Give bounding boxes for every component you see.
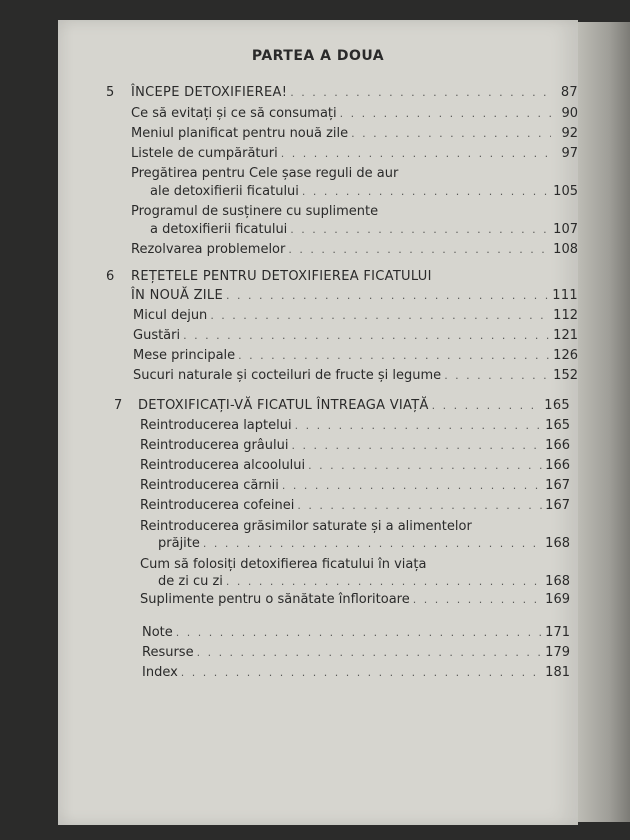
back-matter-entry: Note . . . 171 [142,625,570,640]
toc-entry-line: Reintroducerea grăsimilor saturate și a alimentelor [140,519,472,534]
page-number: 87 [560,85,578,100]
toc-entry: Ce să evitați și ce să consumați . . . 90 [131,106,578,121]
toc-entry: a detoxifierii ficatului . . . 107 [150,222,578,237]
toc-entry: Reintroducerea grâului . . . 166 [140,438,570,453]
chapter-number: 6 [106,269,115,284]
toc-entry: Reintroducerea cărnii . . . 167 [140,478,570,493]
toc-entry-line: Cum să folosiți detoxifierea ficatului în viața [140,557,427,572]
toc-entry: de zi cu zi . . . 168 [158,574,570,589]
toc-entry: ale detoxifierii ficatului . . . 105 [150,184,578,199]
toc-entry: Reintroducerea alcoolului . . . 166 [140,458,570,473]
toc-entry: Micul dejun . . . 112 [133,308,578,323]
book-page [58,20,578,825]
chapter-title: REȚETELE PENTRU DETOXIFIEREA FICATULUI [131,269,432,284]
chapter-heading [138,398,570,413]
page-number: 165 [544,398,570,413]
toc-entry: Rezolvarea problemelor . . . 108 [131,242,578,257]
chapter-heading-line [131,269,578,284]
toc-entry: prăjite . . . 168 [158,536,570,551]
chapter-title: DETOXIFICAȚI-VĂ FICATUL ÎNTREAGA VIAȚĂ [138,398,429,413]
chapter-number: 5 [106,85,115,100]
back-matter-entry: Resurse . . . 179 [142,645,570,660]
toc-entry: Meniul planificat pentru nouă zile . . . 92 [131,126,578,141]
toc-entry: Reintroducerea cofeinei . . . 167 [140,498,570,513]
toc-entry-line: Pregătirea pentru Cele șase reguli de aur [131,166,399,181]
adjacent-page-edge [578,22,630,822]
chapter-heading: ÎN NOUĂ ZILE . . . 111 [131,288,578,303]
page-number: 111 [552,288,578,303]
toc-entry: Listele de cumpărături . . . 97 [131,146,578,161]
toc-entry: Mese principale . . . 126 [133,348,578,363]
toc-entry: Gustări . . . 121 [133,328,578,343]
toc-entry: Suplimente pentru o sănătate înfloritoare . . . 169 [140,592,570,607]
chapter-title: ÎNCEPE DETOXIFIEREA! [131,85,288,100]
toc-entry: Sucuri naturale și cocteiluri de fructe și legume . . . 152 [133,368,578,383]
back-matter-entry: Index . . . 181 [142,665,570,680]
toc-entry: Reintroducerea laptelui . . . 165 [140,418,570,433]
part-title: PARTEA A DOUA [251,48,385,64]
chapter-number: 7 [114,398,123,413]
toc-entry-line: Programul de susținere cu suplimente [131,204,379,219]
chapter-heading [131,85,578,100]
